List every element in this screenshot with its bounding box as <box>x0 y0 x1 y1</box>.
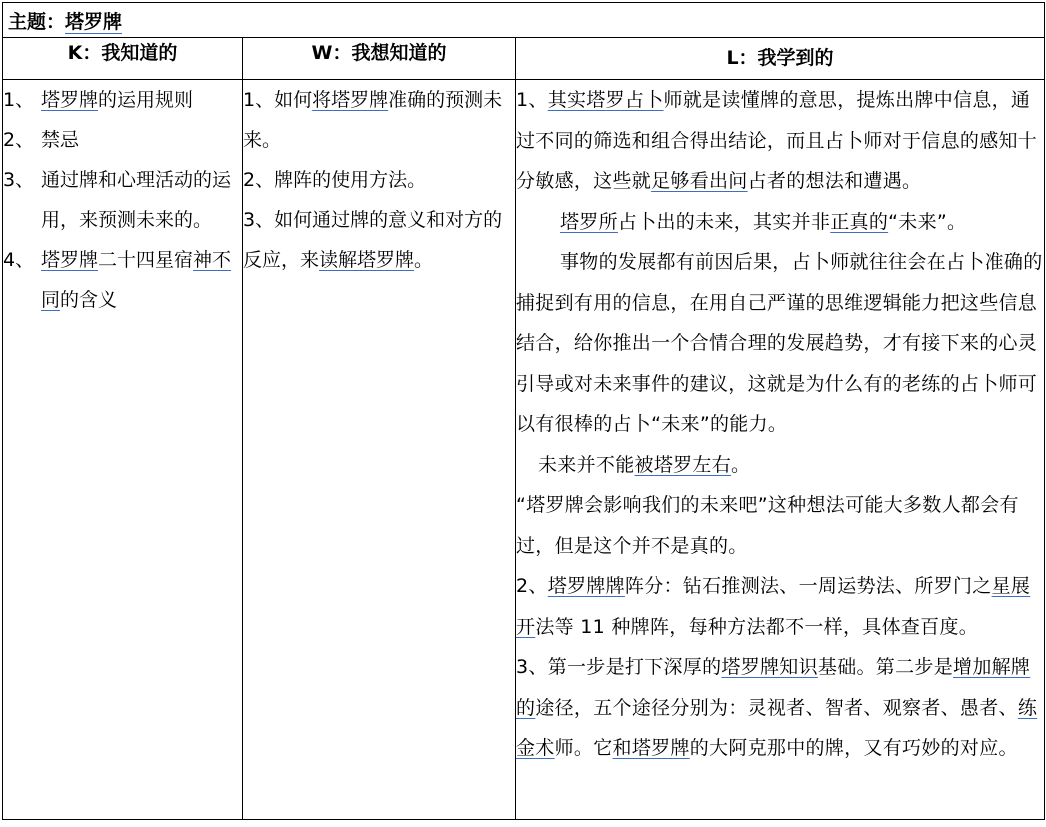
k-item <box>3 80 242 120</box>
underlined-text: 塔罗所 <box>560 210 618 233</box>
header-l: L：我学到的 <box>516 38 1045 80</box>
k-item-text: 二十四星宿 <box>98 249 194 271</box>
l-paragraph <box>516 445 1044 486</box>
topic-row <box>3 3 1045 38</box>
k-item-text: 禁忌 <box>41 129 80 151</box>
text-run: 的大阿克那中的牌，又有巧妙的对应。 <box>689 737 1018 759</box>
k-item-number: 2、 <box>3 129 35 151</box>
text-run: 1、如何 <box>243 89 313 111</box>
text-run: 阵分：钻石推测法、一周运势法、所罗门之 <box>624 575 992 597</box>
text-run: 准确的预测未来。 <box>243 89 503 151</box>
w-item <box>243 160 515 200</box>
underlined-text: 其实塔罗占卜 <box>547 89 664 111</box>
l-paragraph <box>516 202 1044 243</box>
w-column <box>243 80 516 820</box>
text-run: 师。它 <box>554 737 613 759</box>
text-run: 师就是读懂牌的意思，提炼出牌中信息，通过不同的筛选和组合得出结论，而且占卜师对于信息的感知十分敏感，这些就 <box>516 89 1038 192</box>
underlined-text: 将塔罗牌 <box>312 89 389 111</box>
text-run: “未来”。 <box>888 210 967 233</box>
k-item-number: 1、 <box>3 89 35 111</box>
header-w: W：我想知道的 <box>243 38 516 80</box>
k-item-text: 通过牌和心理活动的运用，来预测未来的。 <box>41 169 232 231</box>
k-item-text: 的运用规则 <box>98 89 194 111</box>
header-k: K：我知道的 <box>3 38 243 80</box>
text-run: 基础。第二步是 <box>817 656 954 678</box>
underlined-text: 和塔罗牌 <box>612 737 690 759</box>
text-run: 3、第一步是打下深厚的 <box>516 656 722 678</box>
l-paragraph <box>516 647 1044 769</box>
text-run: 占卜出的未来，其实并非 <box>617 210 831 233</box>
text-run: 2、 <box>516 575 548 597</box>
w-item <box>243 80 515 160</box>
text-run: 占者的想法和遭遇。 <box>747 170 922 192</box>
text-run: 3、如何通过牌的意义和对方的反应，来 <box>243 209 503 271</box>
topic-label: 主题： <box>8 11 66 33</box>
text-run: 1、 <box>516 89 548 111</box>
l-paragraph <box>516 566 1044 647</box>
k-item <box>3 160 242 240</box>
underlined-text: 塔罗牌知识 <box>721 656 818 678</box>
underlined-text: 星展开 <box>516 575 1031 638</box>
k-item-number: 4、 <box>3 249 35 271</box>
underlined-text: 增加解牌的 <box>516 656 1031 719</box>
text-run: 。 <box>414 249 434 271</box>
underlined-text: 读解塔罗牌 <box>319 249 415 271</box>
k-item <box>3 120 242 160</box>
kwl-table <box>2 2 1045 820</box>
l-paragraph <box>516 485 1044 566</box>
text-run: 未来并不能 <box>538 453 635 476</box>
k-item-text: 的含义 <box>60 289 118 311</box>
text-run: “塔罗牌会影响我们的未来吧”这种想法可能大多数人都会有过，但是这个并不是真的。 <box>516 494 1019 557</box>
text-run: 。 <box>731 453 751 476</box>
k-item <box>3 240 242 320</box>
k-item-number: 3、 <box>3 169 35 191</box>
l-paragraph <box>516 80 1044 202</box>
underlined-text: 塔罗牌牌 <box>547 575 625 597</box>
underlined-text: 被塔罗左右 <box>634 453 732 476</box>
text-run: 法等 11 种牌阵，每种方法都不一样，具体查百度。 <box>535 615 979 638</box>
l-paragraph <box>516 242 1044 445</box>
k-column <box>3 80 243 820</box>
text-run: 事物的发展都有前因后果，占卜师就往往会在占卜准确的捕捉到有用的信息，在用自己严谨的思维逻辑能力把这些信息结合，给你推出一个合情合理的发展趋势，才有接下来的心灵引导或对未来事件的建议，这就是为什么有的老练的占卜师可以有很棒的占卜“未来”的能力。 <box>516 251 1043 435</box>
k-item-underlined: 塔罗牌 <box>41 89 99 111</box>
l-column <box>516 80 1045 820</box>
underlined-text: 足够看出问 <box>651 170 748 192</box>
text-run: 途径，五个途径分别为：灵视者、智者、观察者、愚者、 <box>535 696 1018 719</box>
w-item <box>243 200 515 280</box>
k-item-underlined: 塔罗牌 <box>41 249 99 271</box>
k-item-underlined: 神不同 <box>41 249 232 311</box>
topic-value: 塔罗牌 <box>65 11 123 33</box>
underlined-text: 练金术 <box>516 696 1038 759</box>
text-run: 2、牌阵的使用方法。 <box>243 169 427 191</box>
underlined-text: 正真的 <box>830 210 889 233</box>
